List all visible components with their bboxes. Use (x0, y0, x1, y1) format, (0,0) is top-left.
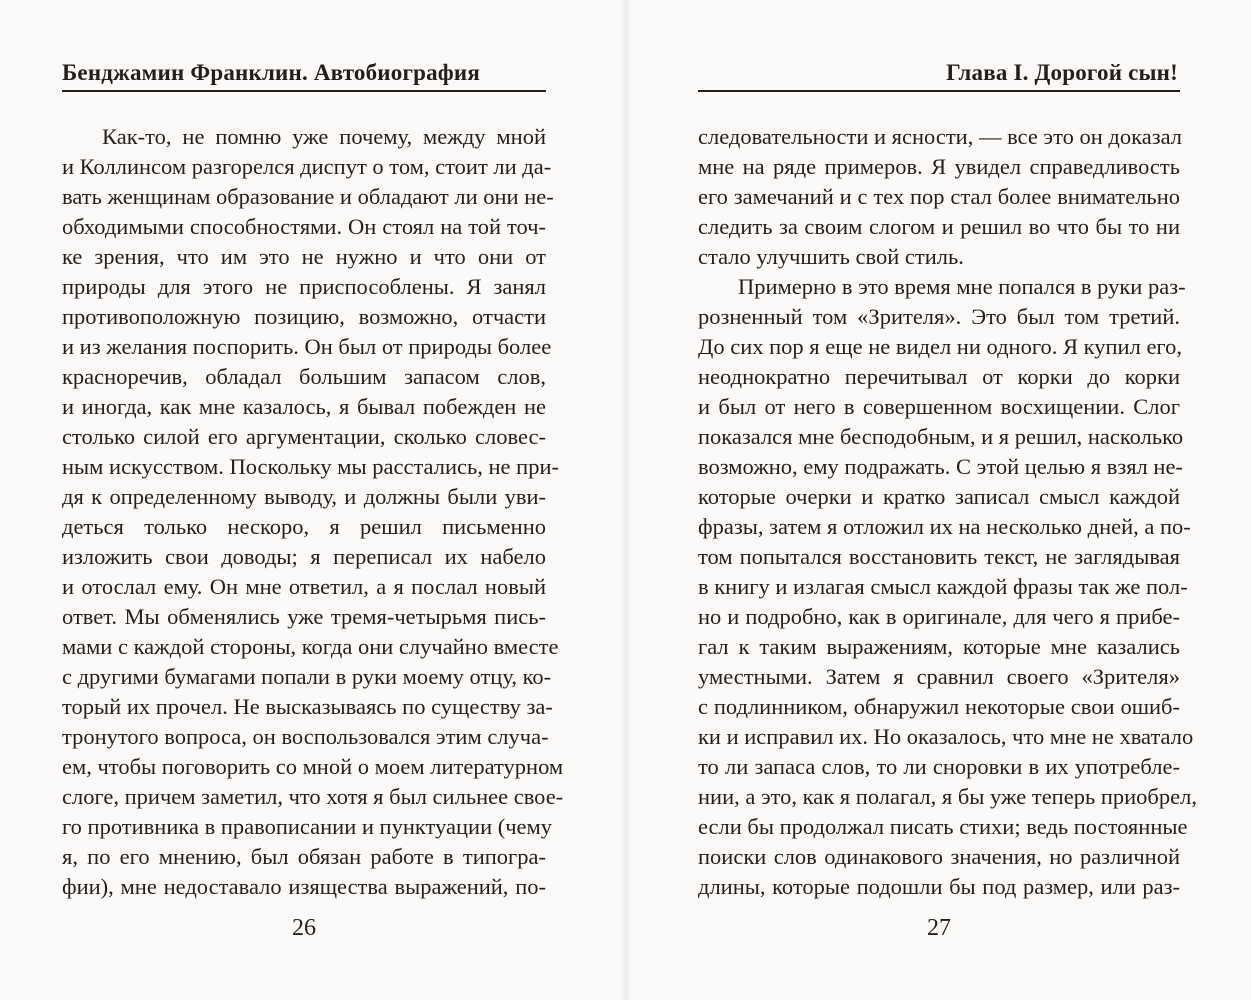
text-line: деться только нескоро, я решил письменно (62, 514, 546, 539)
text-line: изложить свои доводы; я переписал их набело (62, 544, 546, 569)
text-line: нии, а это, как я полагал, я бы уже теперь приобрел, (698, 784, 1197, 809)
text-line: я, по его мнению, был обязан работе в типогра- (62, 844, 546, 869)
text-line: в книгу и излагая смысл каждой фразы так же пол- (698, 574, 1188, 599)
text-line: следовательности и ясности, — все это он доказал (698, 124, 1182, 149)
text-line: обходимыми способностями. Он стоял на той точ- (62, 214, 546, 239)
left-body-text (62, 122, 564, 902)
text-line: ответ. Мы обменялись уже тремя-четырьмя пись- (62, 604, 546, 629)
left-page-number: 26 (292, 915, 316, 941)
text-line: До сих пор я еще не видел ни одного. Я купил его, (698, 334, 1182, 359)
text-line: мне на ряде примеров. Я увидел справедливость (698, 154, 1180, 179)
text-line: и отослал ему. Он мне ответил, а я послал новый (62, 574, 546, 599)
text-line: гал к таким выражениям, которые мне казались (698, 634, 1180, 659)
text-line: следить за своим слогом и решил во что бы то ни (698, 214, 1180, 239)
text-line: которые очерки и кратко записал смысл каждой (698, 484, 1180, 509)
text-line: ным искусством. Поскольку мы расстались, не при- (62, 454, 559, 479)
left-header-rule (62, 90, 546, 92)
text-line: мами с каждой стороны, когда они случайно вместе (62, 634, 559, 659)
text-line: фии), мне недоставало изящества выражений, по- (62, 874, 546, 899)
text-line: Примерно в это время мне попался в руки раз- (738, 274, 1186, 299)
text-line: тронутого вопроса, он воспользовался этим случа- (62, 724, 549, 749)
right-page-number: 27 (927, 915, 951, 941)
text-line: красноречив, обладал большим запасом слов, (62, 364, 546, 389)
text-line: ке зрения, что им это не нужно и что они от (62, 244, 546, 269)
text-line: и Коллинсом разгорелся диспут о том, стоит ли да- (62, 154, 552, 179)
text-line: ки и исправил их. Но оказалось, что мне не хватало (698, 724, 1194, 749)
text-line: если бы продолжал писать стихи; ведь постоянные (698, 814, 1188, 839)
text-line: с подлинником, обнаружил некоторые свои ошиб- (698, 694, 1180, 719)
text-line: но и подробно, как в оригинале, для чего я прибе- (698, 604, 1180, 629)
text-line: торый их прочел. Не высказываясь по существу за- (62, 694, 553, 719)
text-line: вать женщинам образование и обладают ли они не- (62, 184, 554, 209)
text-line: и был от него в совершенном восхищении. Слог (698, 394, 1180, 419)
text-line: уместными. Затем я сравнил своего «Зрителя» (698, 664, 1180, 689)
right-running-head: Глава I. Дорогой сын! (946, 60, 1178, 85)
text-line: розненный том «Зрителя». Это был том третий. (698, 304, 1180, 329)
text-line: с другими бумагами попали в руки моему отцу, ко- (62, 664, 552, 689)
right-header-rule (698, 90, 1180, 92)
text-line: то ли запаса слов, то ли сноровки в их употребле- (698, 754, 1180, 779)
right-page (626, 0, 1251, 1000)
text-line: и иногда, как мне казалось, я бывал побежден не (62, 394, 546, 419)
text-line: том попытался восстановить текст, не заглядывая (698, 544, 1180, 569)
text-line: и из желания поспорить. Он был от природы более (62, 334, 552, 359)
text-line: ем, чтобы поговорить со мной о моем литературном (62, 754, 564, 779)
text-line: фразы, затем я отложил их на несколько дней, а по- (698, 514, 1191, 539)
text-line: столько силой его аргументации, сколько словес- (62, 424, 546, 449)
text-line: показался мне бесподобным, и я решил, насколько (698, 424, 1184, 449)
text-line: возможно, ему подражать. С этой целью я взял не- (698, 454, 1183, 479)
text-line: неоднократно перечитывал от корки до корки (698, 364, 1180, 389)
text-line: дя к определенному выводу, и должны были уви- (62, 484, 546, 509)
text-line: его замечаний и с тех пор стал более внимательно (698, 184, 1180, 209)
right-body-text (698, 122, 1197, 902)
text-line: противоположную позицию, возможно, отчасти (62, 304, 546, 329)
text-line: слоге, причем заметил, что хотя я был сильнее свое- (62, 784, 564, 809)
text-line: длины, которые подошли бы под размер, или раз- (698, 874, 1180, 899)
left-running-head: Бенджамин Франклин. Автобиография (62, 60, 481, 85)
text-line: Как-то, не помню уже почему, между мной (102, 124, 546, 149)
text-line: природы для этого не приспособлены. Я занял (62, 274, 546, 299)
text-line: поиски слов одинакового значения, но различной (698, 844, 1180, 869)
text-line: стало улучшить свой стиль. (698, 244, 964, 269)
text-line: го противника в правописании и пунктуации (чему (62, 814, 553, 839)
